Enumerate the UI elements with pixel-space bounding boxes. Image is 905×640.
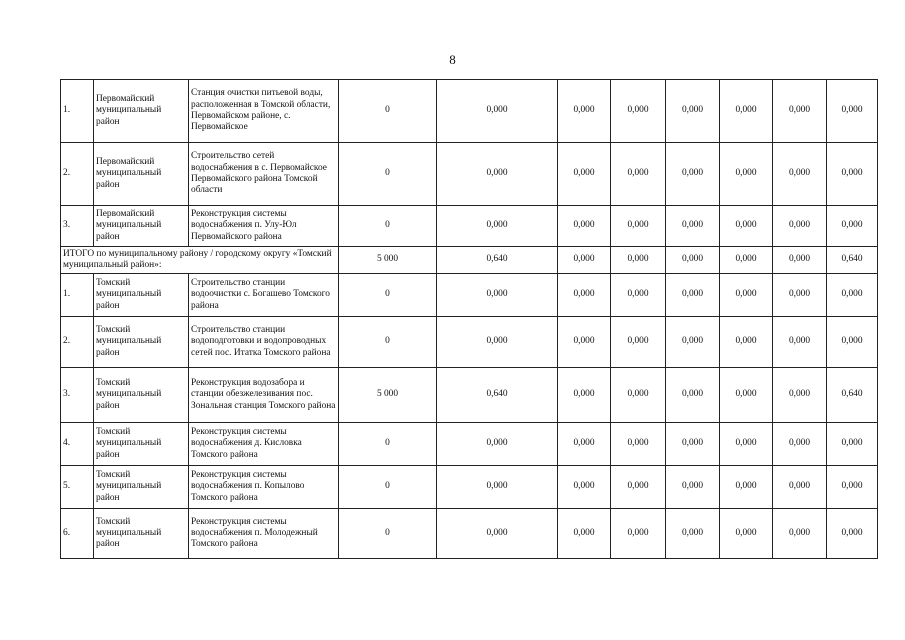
value-cell: 0,000 [773,143,827,206]
table-row [61,206,878,247]
value-cell: 0,000 [666,466,720,509]
value-cell: 0,000 [437,80,558,143]
district-name: Первомайский муниципальный район [94,206,189,247]
value-cell: 0,000 [773,423,827,466]
value-cell: 0,000 [773,368,827,423]
value-cell: 0,640 [827,247,878,274]
value-cell: 0,000 [558,317,611,368]
value-cell: 0,000 [773,317,827,368]
table-row [61,274,878,317]
value-cell: 0,000 [666,247,720,274]
project-name: Станция очистки питьевой воды, расположенная в Томской области, Первомайском районе, с. Первомайское [189,80,339,143]
value-cell: 0,000 [827,317,878,368]
project-name: Реконструкция водозабора и станции обезжелезивания пос. Зональная станция Томского района [189,368,339,423]
value-cell: 0,000 [827,509,878,559]
row-number: 4. [61,423,94,466]
table-row [61,466,878,509]
value-cell: 0,000 [558,368,611,423]
row-number: 3. [61,368,94,423]
value-cell: 0,000 [666,274,720,317]
table-body [61,80,878,559]
value-cell: 0,000 [720,368,773,423]
value-cell: 0,000 [611,317,666,368]
value-cell: 0 [339,80,437,143]
value-cell: 0,000 [558,247,611,274]
value-cell: 0,000 [437,274,558,317]
value-cell: 0,000 [720,423,773,466]
value-cell: 0,000 [437,509,558,559]
row-number: 2. [61,143,94,206]
value-cell: 0,000 [611,143,666,206]
value-cell: 0,000 [773,206,827,247]
value-cell: 0,000 [720,466,773,509]
value-cell: 0,640 [437,368,558,423]
value-cell: 0,640 [827,368,878,423]
value-cell: 0,000 [611,80,666,143]
value-cell: 0,000 [827,143,878,206]
project-name: Строительство станции водоподготовки и водопроводных сетей пос. Итатка Томского района [189,317,339,368]
value-cell: 0 [339,317,437,368]
value-cell: 0,000 [558,274,611,317]
project-name: Строительство сетей водоснабжения в с. Первомайское Первомайского района Томской области [189,143,339,206]
district-name: Первомайский муниципальный район [94,80,189,143]
district-name: Томский муниципальный район [94,423,189,466]
value-cell: 0,000 [611,247,666,274]
value-cell: 0 [339,423,437,466]
table-row [61,423,878,466]
value-cell: 0,000 [827,423,878,466]
investment-table [60,79,878,559]
value-cell: 0,000 [666,509,720,559]
value-cell: 0,000 [827,466,878,509]
value-cell: 0,000 [437,206,558,247]
value-cell: 0,000 [611,206,666,247]
value-cell: 0,000 [720,509,773,559]
total-row [61,247,878,274]
table-row [61,317,878,368]
value-cell: 0,000 [666,206,720,247]
district-name: Томский муниципальный район [94,509,189,559]
value-cell: 0 [339,143,437,206]
value-cell: 0,000 [720,143,773,206]
value-cell: 0,000 [666,80,720,143]
row-number: 1. [61,80,94,143]
value-cell: 0,000 [437,317,558,368]
district-name: Томский муниципальный район [94,274,189,317]
value-cell: 0,000 [827,206,878,247]
value-cell: 0,640 [437,247,558,274]
value-cell: 0,000 [666,317,720,368]
value-cell: 0,000 [666,143,720,206]
value-cell: 0,000 [611,466,666,509]
project-name: Реконструкция системы водоснабжения п. Улу-Юл Первомайского района [189,206,339,247]
value-cell: 0,000 [773,274,827,317]
row-number: 2. [61,317,94,368]
value-cell: 0,000 [611,509,666,559]
value-cell: 0,000 [611,274,666,317]
value-cell: 0,000 [773,247,827,274]
total-label: ИТОГО по муниципальному району / городскому округу «Томский муниципальный район»: [61,247,339,274]
value-cell: 0,000 [558,423,611,466]
value-cell: 0,000 [558,466,611,509]
value-cell: 0,000 [720,274,773,317]
value-cell: 0,000 [611,368,666,423]
value-cell: 0 [339,274,437,317]
value-cell: 0,000 [558,206,611,247]
district-name: Томский муниципальный район [94,368,189,423]
row-number: 1. [61,274,94,317]
value-cell: 0,000 [611,423,666,466]
value-cell: 0,000 [720,317,773,368]
value-cell: 5 000 [339,368,437,423]
row-number: 5. [61,466,94,509]
district-name: Томский муниципальный район [94,317,189,368]
table-row [61,368,878,423]
value-cell: 0,000 [827,274,878,317]
value-cell: 0 [339,206,437,247]
value-cell: 0,000 [827,80,878,143]
table-row [61,143,878,206]
value-cell: 0,000 [437,466,558,509]
value-cell: 0,000 [720,206,773,247]
value-cell: 0,000 [720,247,773,274]
value-cell: 0,000 [437,143,558,206]
value-cell: 0,000 [773,466,827,509]
table-row [61,80,878,143]
value-cell: 0,000 [773,80,827,143]
value-cell: 0 [339,466,437,509]
project-name: Строительство станции водоочистки с. Богашево Томского района [189,274,339,317]
table-row [61,509,878,559]
value-cell: 0,000 [720,80,773,143]
value-cell: 0,000 [558,143,611,206]
page-number: 8 [449,52,456,67]
project-name: Реконструкция системы водоснабжения п. Копылово Томского района [189,466,339,509]
project-name: Реконструкция системы водоснабжения п. Молодежный Томского района [189,509,339,559]
value-cell: 0,000 [558,80,611,143]
value-cell: 0,000 [666,423,720,466]
row-number: 3. [61,206,94,247]
value-cell: 0,000 [558,509,611,559]
value-cell: 0,000 [437,423,558,466]
project-name: Реконструкция системы водоснабжения д. Кисловка Томского района [189,423,339,466]
value-cell: 0 [339,509,437,559]
row-number: 6. [61,509,94,559]
value-cell: 5 000 [339,247,437,274]
district-name: Первомайский муниципальный район [94,143,189,206]
value-cell: 0,000 [773,509,827,559]
value-cell: 0,000 [666,368,720,423]
district-name: Томский муниципальный район [94,466,189,509]
